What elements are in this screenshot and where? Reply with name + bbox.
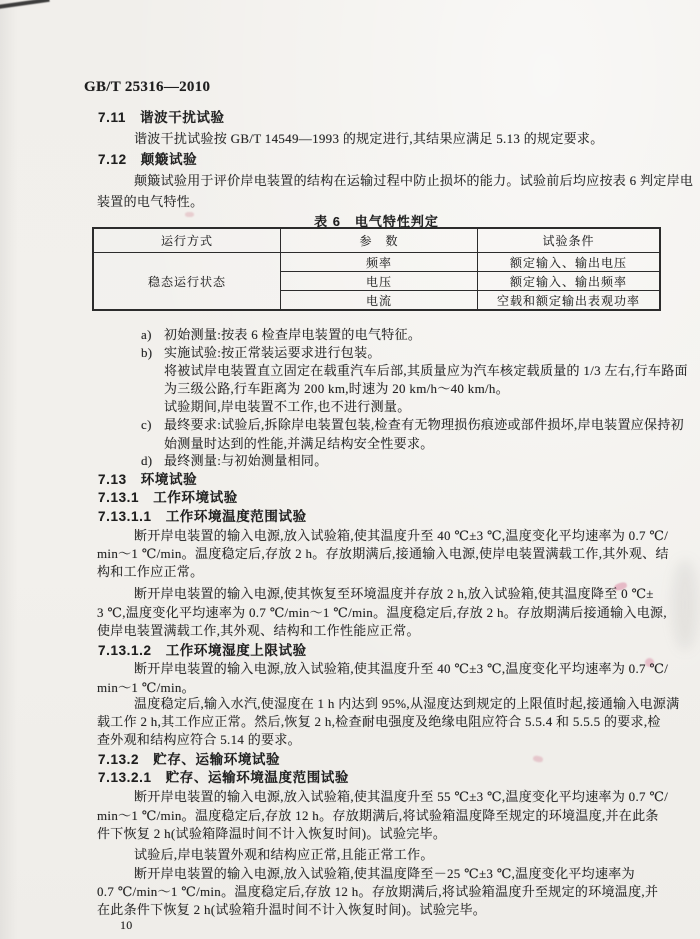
para-line: 使岸电装置满载工作,其外观、结构和工作性能应正常。 — [97, 623, 420, 638]
para-line: 在此条件下恢复 2 h(试验箱升温时间不计入恢复时间)。试验完毕。 — [97, 902, 487, 917]
para-line: 装置的电气特性。 — [97, 194, 204, 209]
para-line: 断开岸电装置的输入电源,放入试验箱,使其温度降至－25 ℃±3 ℃,温度变化平均速率为 — [134, 866, 635, 881]
scan-pink-mark — [532, 755, 543, 763]
step-text: 最终测量:与初始测量相同。 — [164, 453, 328, 468]
heading-7-11: 7.11 谐波干扰试验 — [98, 110, 225, 125]
step-label-a: a) — [141, 327, 152, 342]
para-line: 谐波干扰试验按 GB/T 14549—1993 的规定进行,其结果应满足 5.13 的规定要求。 — [134, 131, 604, 146]
para-line: min～1 ℃/min。温度稳定后,存放 2 h。存放期满后,接通输入电源,使岸电装置满载工作,其外观、结 — [97, 546, 669, 561]
heading-7-13: 7.13 环境试验 — [98, 472, 198, 487]
para-line: min～1 ℃/min。 — [97, 680, 195, 695]
table-header-cell: 试验条件 — [477, 229, 659, 252]
para-line: min～1 ℃/min。温度稳定后,存放 12 h。存放期满后,将试验箱温度降至规定的环境温度,并在此条 — [97, 808, 659, 823]
step-label-c: c) — [141, 417, 152, 432]
para-line: 件下恢复 2 h(试验箱降温时间不计入恢复时间)。试验完毕。 — [97, 826, 447, 841]
para-line: 断开岸电装置的输入电源,放入试验箱,使其温度升至 40 ℃±3 ℃,温度变化平均速率为 0.7 ℃/ — [134, 661, 669, 676]
table-cell-condition: 额定输入、输出频率 — [477, 271, 659, 290]
table-header-cell: 运行方式 — [160, 234, 213, 248]
heading-7-13-2-1: 7.13.2.1 贮存、运输环境温度范围试验 — [98, 770, 349, 785]
heading-7-12: 7.12 颠簸试验 — [98, 152, 198, 167]
table-header-cell: 参 数 — [280, 229, 477, 252]
page-number: 10 — [120, 918, 133, 932]
table-cell-param: 电压 — [280, 271, 477, 290]
table-cell-param: 电流 — [280, 290, 477, 309]
table-cell-row-group: 稳态运行状态 — [94, 252, 280, 309]
standard-code-header: GB/T 25316—2010 — [84, 79, 211, 95]
para-line: 构和工作应正常。 — [97, 564, 204, 579]
heading-7-13-1-2: 7.13.1.2 工作环境湿度上限试验 — [98, 643, 307, 658]
table-cell-condition: 空载和额定输出表观功率 — [477, 290, 659, 309]
para-line: 0.7 ℃/min～1 ℃/min。温度稳定后,存放 12 h。存放期满后,将试验箱温度升至规定的环境温度,并 — [97, 884, 659, 899]
table-6 — [92, 227, 661, 311]
scan-smudge — [672, 560, 698, 650]
para-line: 断开岸电装置的输入电源,放入试验箱,使其温度升至 55 ℃±3 ℃,温度变化平均速率为 0.7 ℃/ — [134, 789, 669, 804]
para-line: 查外观和结构应符合 5.14 的要求。 — [97, 732, 301, 747]
heading-7-13-1-1: 7.13.1.1 工作环境温度范围试验 — [98, 509, 307, 524]
step-label-b: b) — [141, 345, 153, 360]
scan-corner-mark — [0, 0, 52, 28]
step-text: 实施试验:按正常装运要求进行包装。 — [164, 345, 381, 360]
para-line: 温度稳定后,输入水汽,使湿度在 1 h 内达到 95%,从湿度达到规定的上限值时起,接通输入电源满 — [134, 696, 680, 711]
step-text: 试验期间,岸电装置不工作,也不进行测量。 — [164, 399, 411, 414]
table-cell-condition: 额定输入、输出电压 — [477, 252, 659, 271]
para-line: 颠簸试验用于评价岸电装置的结构在运输过程中防止损坏的能力。试验前后均应按表 6 判定岸电 — [134, 173, 694, 188]
step-text: 始测量时达到的性能,并满足结构安全性要求。 — [164, 436, 434, 451]
heading-7-13-1: 7.13.1 工作环境试验 — [98, 490, 238, 505]
step-text: 初始测量:按表 6 检查岸电装置的电气特征。 — [164, 327, 422, 342]
para-line: 3 ℃,温度变化平均速率为 0.7 ℃/min～1 ℃/min。温度稳定后,存放 2 h。存放期满后接通输入电源, — [97, 605, 667, 620]
para-line: 断开岸电装置的输入电源,使其恢复至环境温度并存放 2 h,放入试验箱,使其温度降至 0 ℃± — [134, 586, 654, 601]
step-text: 最终要求:试验后,拆除岸电装置包装,检查有无物理损伤痕迹或部件损坏,岸电装置应保持初 — [164, 417, 684, 432]
para-line: 断开岸电装置的输入电源,放入试验箱,使其温度升至 40 ℃±3 ℃,温度变化平均速率为 0.7 ℃/ — [134, 528, 669, 543]
table-6-caption: 表 6 电气特性判定 — [314, 214, 439, 229]
step-text: 将被试岸电装置直立固定在载重汽车后部,其质量应为汽车核定载质量的 1/3 左右,行车路面 — [164, 363, 688, 378]
step-label-d: d) — [141, 453, 153, 468]
para-line: 载工作 2 h,其工作应正常。然后,恢复 2 h,检查耐电强度及绝缘电阻应符合 5.5.4 和 5.5.5 的要求,检 — [97, 714, 661, 729]
step-text: 为三级公路,行车距离为 200 km,时速为 20 km/h～40 km/h。 — [164, 381, 510, 396]
para-line: 试验后,岸电装置外观和结构应正常,且能正常工作。 — [134, 847, 434, 862]
table-cell-param: 频率 — [280, 252, 477, 271]
heading-7-13-2: 7.13.2 贮存、运输环境试验 — [98, 752, 281, 767]
